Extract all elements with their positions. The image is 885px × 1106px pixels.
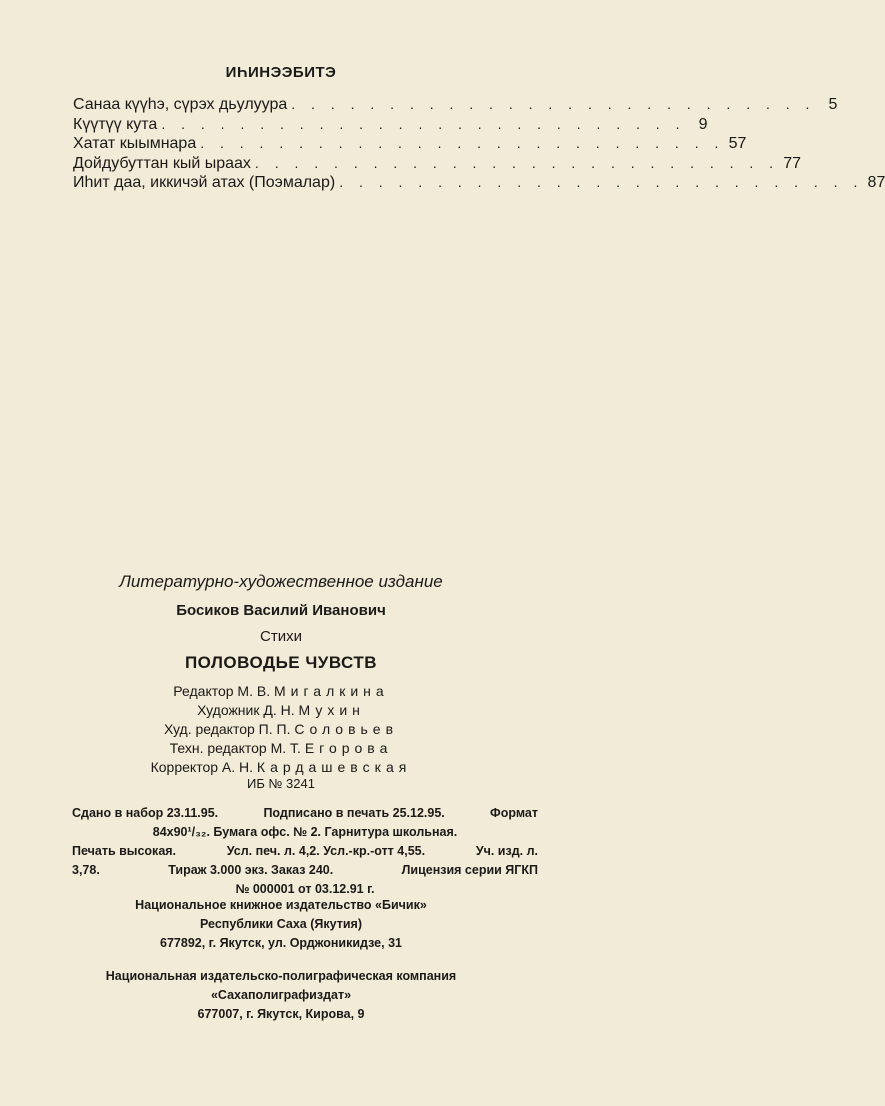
- table-of-contents: [73, 96, 885, 194]
- toc-entry-page: 87: [867, 174, 885, 191]
- print-text: Печать высокая.: [72, 844, 177, 858]
- publisher-line: 677892, г. Якутск, ул. Орджоникидзе, 31: [160, 936, 402, 950]
- staff-name: Егорова: [304, 740, 393, 756]
- publisher-line: Национальная издательско-полиграфическая компания: [105, 969, 457, 983]
- toc-entry-title: Дойдубуттан кый ыраах: [73, 154, 251, 172]
- print-line: [72, 823, 538, 842]
- toc-leader-dots: . . . . . . . . . . . . . . . . . . . . . . . . . . .: [339, 174, 864, 190]
- toc-entry-title: Хатат кыымнара: [73, 135, 197, 152]
- toc-entry: [73, 115, 708, 136]
- print-text: № 000001 от 03.12.91 г.: [235, 882, 375, 896]
- genre-label: Литературно-художественное издание: [119, 572, 443, 591]
- toc-title: ИҺИНЭЭБИТЭ: [225, 64, 337, 81]
- staff-role: Худ. редактор П. П.: [163, 721, 291, 737]
- staff-role: Редактор М. В.: [173, 683, 271, 699]
- toc-entry-page: 77: [783, 154, 802, 172]
- staff-role: Корректор А. Н.: [150, 759, 254, 775]
- staff-name: Соловьев: [294, 721, 399, 737]
- print-line: [72, 842, 538, 861]
- staff-credits: [0, 683, 562, 778]
- publisher-info: [0, 896, 562, 1024]
- staff-credit: [0, 702, 562, 721]
- staff-name: Кардашевская: [256, 759, 412, 775]
- print-text: 84x90¹/₃₂. Бумага офс. № 2. Гарнитура школьная.: [152, 825, 458, 839]
- print-details: [72, 804, 538, 899]
- toc-entry-title: Күүтүү кута: [73, 115, 158, 133]
- toc-entry: [73, 154, 802, 175]
- print-text: Сдано в набор 23.11.95.: [72, 806, 219, 820]
- toc-entry-page: 9: [698, 115, 708, 133]
- publisher-line: Национальное книжное издательство «Бичик»: [135, 898, 427, 912]
- publisher-line: Республики Саха (Якутия): [200, 917, 362, 931]
- book-kind: Стихи: [260, 628, 302, 645]
- print-line: [72, 804, 538, 823]
- toc-entry: [73, 96, 838, 116]
- toc-entry-page: 5: [828, 96, 838, 113]
- publisher-line: 677007, г. Якутск, Кирова, 9: [197, 1007, 365, 1021]
- toc-leader-dots: . . . . . . . . . . . . . . . . . . . . . . . . . . .: [254, 154, 780, 171]
- print-text: Тираж 3.000 экз. Заказ 240.: [168, 863, 334, 877]
- staff-role: Техн. редактор М. Т.: [169, 740, 301, 756]
- print-text: Формат: [490, 806, 538, 820]
- staff-role: Художник Д. Н.: [197, 702, 295, 718]
- print-text: Уч. изд. л.: [475, 844, 538, 858]
- spacer: [0, 953, 562, 967]
- print-text: Подписано в печать 25.12.95.: [263, 806, 445, 820]
- toc-leader-dots: . . . . . . . . . . . . . . . . . . . . . . . . . . .: [291, 96, 816, 112]
- toc-leader-dots: . . . . . . . . . . . . . . . . . . . . . . . . . . .: [161, 115, 686, 132]
- print-text: Усл. печ. л. 4,2. Усл.-кр.-отт 4,55.: [226, 844, 426, 858]
- staff-credit: [0, 721, 562, 740]
- print-text: 3,78.: [72, 863, 100, 877]
- book-title: ПОЛОВОДЬЕ ЧУВСТВ: [184, 653, 378, 672]
- toc-entry: [73, 174, 885, 194]
- author-name: Босиков Василий Иванович: [176, 602, 386, 619]
- publisher-line: «Сахаполиграфиздат»: [210, 988, 352, 1002]
- staff-name: Мухин: [298, 702, 365, 718]
- staff-credit: [0, 740, 562, 759]
- print-line: [72, 861, 538, 880]
- toc-entry-title: Санаа күүһэ, сүрэх дьулуура: [73, 96, 288, 113]
- toc-entry-title: Иһит даа, иккичэй атах (Поэмалар): [73, 174, 336, 191]
- ib-number: ИБ № 3241: [247, 776, 315, 791]
- staff-name: Мигалкина: [274, 683, 389, 699]
- print-text: Лицензия серии ЯГКП: [401, 863, 538, 877]
- toc-entry: [73, 135, 747, 155]
- staff-credit: [0, 683, 562, 702]
- toc-entry-page: 57: [728, 135, 747, 152]
- toc-leader-dots: . . . . . . . . . . . . . . . . . . . . . . . . . . .: [200, 135, 725, 151]
